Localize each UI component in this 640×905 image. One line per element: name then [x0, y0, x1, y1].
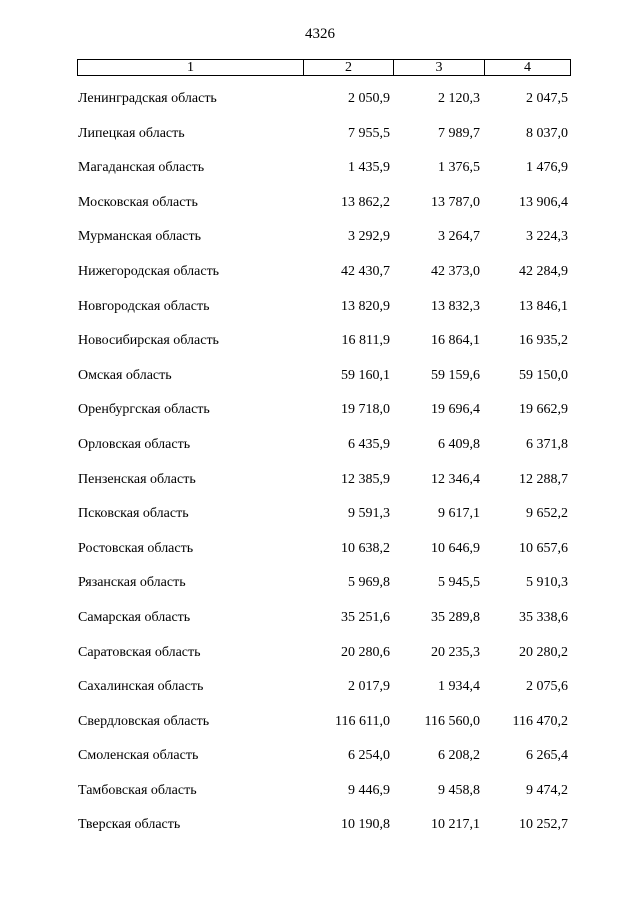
table-row: [0, 472, 640, 507]
value-col-4: 13 906,4: [519, 194, 568, 210]
value-col-2: 35 251,6: [341, 609, 390, 625]
value-col-3: 2 120,3: [438, 91, 480, 106]
value-col-3: 6 409,8: [438, 436, 480, 452]
table-row: [0, 748, 640, 783]
header-col-2: 2: [304, 60, 394, 75]
value-col-2: 7 955,5: [348, 125, 390, 141]
value-col-4: 6 371,8: [526, 436, 568, 452]
region-name: Сахалинская область: [78, 679, 204, 695]
table-row: [0, 368, 640, 403]
table-header: [77, 59, 571, 76]
value-col-4: 35 338,6: [519, 609, 568, 625]
value-col-2: 3 292,9: [348, 229, 390, 245]
value-col-3: 6 208,2: [438, 748, 480, 764]
region-name: Магаданская область: [78, 160, 205, 176]
value-col-3: 7 989,7: [438, 125, 480, 141]
value-col-3: 35 289,8: [431, 609, 480, 625]
table-row: [0, 645, 640, 680]
table-row: [0, 506, 640, 541]
value-col-3: 9 617,1: [438, 506, 480, 522]
value-col-2: 16 811,9: [341, 333, 390, 349]
table-row: [0, 91, 640, 126]
region-name: Новгородская область: [78, 298, 210, 314]
region-name: Саратовская область: [78, 644, 201, 660]
value-col-4: 42 284,9: [519, 263, 568, 279]
value-col-2: 9 591,3: [348, 506, 390, 522]
value-col-2: 1 435,9: [348, 160, 390, 176]
value-col-3: 42 373,0: [431, 263, 480, 279]
value-col-3: 13 787,0: [431, 194, 480, 210]
value-col-4: 116 470,2: [512, 713, 568, 729]
value-col-2: 42 430,7: [341, 263, 390, 279]
table-row: [0, 126, 640, 161]
value-col-2: 20 280,6: [341, 644, 390, 660]
table-body: [0, 91, 640, 852]
header-col-1: 1: [78, 60, 304, 75]
value-col-2: 12 385,9: [341, 471, 390, 487]
value-col-4: 59 150,0: [519, 367, 568, 383]
region-name: Липецкая область: [78, 125, 185, 141]
region-name: Псковская область: [78, 506, 189, 522]
value-col-4: 10 252,7: [519, 817, 568, 833]
value-col-3: 1 376,5: [438, 160, 480, 176]
region-name: Ростовская область: [78, 540, 194, 556]
value-col-2: 2 050,9: [348, 91, 390, 106]
region-name: Свердловская область: [78, 713, 210, 729]
table-row: [0, 333, 640, 368]
region-name: Рязанская область: [78, 575, 186, 591]
value-col-2: 13 862,2: [341, 194, 390, 210]
value-col-2: 59 160,1: [341, 367, 390, 383]
value-col-4: 6 265,4: [526, 748, 568, 764]
value-col-2: 10 638,2: [341, 540, 390, 556]
value-col-2: 10 190,8: [341, 817, 390, 833]
page-number: 4326: [305, 26, 335, 42]
value-col-4: 9 652,2: [526, 506, 568, 522]
table-row: [0, 402, 640, 437]
value-col-3: 116 560,0: [424, 713, 480, 729]
value-col-3: 10 217,1: [431, 817, 480, 833]
value-col-4: 5 910,3: [526, 575, 568, 591]
value-col-2: 19 718,0: [341, 402, 390, 418]
table-row: [0, 817, 640, 852]
value-col-2: 5 969,8: [348, 575, 390, 591]
region-name: Ленинградская область: [78, 91, 217, 106]
value-col-4: 3 224,3: [526, 229, 568, 245]
value-col-3: 5 945,5: [438, 575, 480, 591]
value-col-2: 13 820,9: [341, 298, 390, 314]
value-col-3: 19 696,4: [431, 402, 480, 418]
value-col-4: 1 476,9: [526, 160, 568, 176]
region-name: Омская область: [78, 367, 172, 383]
table-row: [0, 575, 640, 610]
value-col-3: 59 159,6: [431, 367, 480, 383]
region-name: Нижегородская область: [78, 263, 220, 279]
value-col-3: 13 832,3: [431, 298, 480, 314]
value-col-4: 19 662,9: [519, 402, 568, 418]
table-row: [0, 160, 640, 195]
value-col-4: 8 037,0: [526, 125, 568, 141]
value-col-3: 1 934,4: [438, 679, 480, 695]
value-col-4: 16 935,2: [519, 333, 568, 349]
region-name: Мурманская область: [78, 229, 202, 245]
value-col-3: 16 864,1: [431, 333, 480, 349]
value-col-2: 9 446,9: [348, 782, 390, 798]
table-row: [0, 264, 640, 299]
region-name: Московская область: [78, 194, 198, 210]
region-name: Самарская область: [78, 609, 191, 625]
value-col-4: 12 288,7: [519, 471, 568, 487]
value-col-4: 13 846,1: [519, 298, 568, 314]
value-col-4: 10 657,6: [519, 540, 568, 556]
region-name: Новосибирская область: [78, 333, 219, 349]
value-col-4: 9 474,2: [526, 782, 568, 798]
table-row: [0, 299, 640, 334]
table-row: [0, 714, 640, 749]
region-name: Оренбургская область: [78, 402, 210, 418]
value-col-4: 20 280,2: [519, 644, 568, 660]
table-row: [0, 679, 640, 714]
table-row: [0, 783, 640, 818]
region-name: Смоленская область: [78, 748, 199, 764]
value-col-2: 116 611,0: [335, 713, 390, 729]
table-row: [0, 437, 640, 472]
region-name: Тамбовская область: [78, 782, 197, 798]
value-col-3: 20 235,3: [431, 644, 480, 660]
value-col-2: 2 017,9: [348, 679, 390, 695]
value-col-3: 3 264,7: [438, 229, 480, 245]
region-name: Тверская область: [78, 817, 181, 833]
table-row: [0, 610, 640, 645]
value-col-3: 10 646,9: [431, 540, 480, 556]
region-name: Пензенская область: [78, 471, 196, 487]
value-col-4: 2 047,5: [526, 91, 568, 106]
table-row: [0, 195, 640, 230]
header-col-3: 3: [394, 60, 485, 75]
region-name: Орловская область: [78, 436, 191, 452]
value-col-4: 2 075,6: [526, 679, 568, 695]
table-row: [0, 229, 640, 264]
value-col-3: 9 458,8: [438, 782, 480, 798]
value-col-2: 6 435,9: [348, 436, 390, 452]
value-col-3: 12 346,4: [431, 471, 480, 487]
table-row: [0, 541, 640, 576]
header-col-4: 4: [524, 60, 531, 75]
value-col-2: 6 254,0: [348, 748, 390, 764]
